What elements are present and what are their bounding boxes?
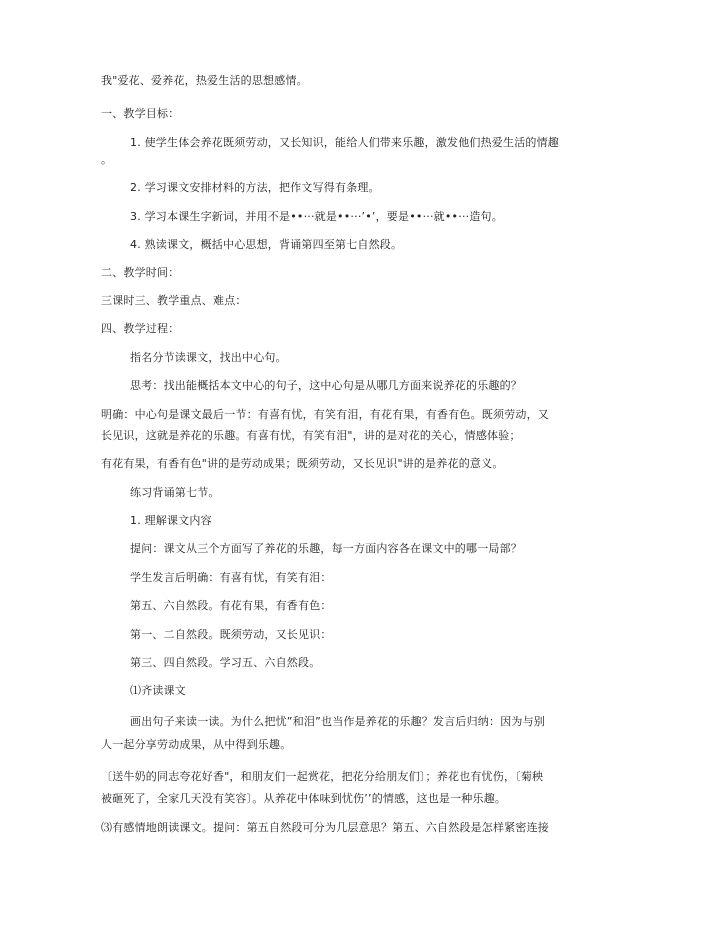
text-line: 指名分节读课文，找出中心句。 — [130, 351, 287, 364]
text-line: 第三、四自然段。学习五、六自然段。 — [130, 656, 321, 669]
objective-item: 3. 学习本课生字新词，并用不是••···就是••···’•’，要是••···就••···造句。 — [130, 210, 503, 223]
objective-item: 2. 学习课文安排材料的方法，把作文写得有条理。 — [130, 181, 380, 194]
section-heading: 二、教学时间： — [101, 266, 180, 279]
text-line: 我"爱花、爱养花，热爱生活的思想感情。 — [101, 74, 308, 87]
text-line: ⑴齐读课文 — [130, 684, 186, 697]
text-line: 〔送牛奶的同志夸花好香"，和朋友们一起赏花，把花分给朋友们〕；养花也有忧伤，〔菊秧 — [101, 770, 544, 783]
text-line: ⑶有感情地朗读课文。提问：第五自然段可分为几层意思？第五、六自然段是怎样紧密连接 — [101, 821, 549, 834]
section-heading: 一、教学目标： — [101, 107, 180, 120]
text-line: 。 — [101, 153, 113, 166]
text-line: 长见识，这就是养花的乐趣。有喜有忧，有笑有泪"，讲的是对花的关心，情感体验； — [101, 429, 521, 442]
text-line: 提问：课文从三个方面写了养花的乐趣，每一方面内容各在课文中的哪一局部？ — [130, 542, 522, 555]
text-line: 明确：中心句是课文最后一节：有喜有忧，有笑有泪，有花有果，有香有色。既须劳动，又 — [101, 408, 549, 421]
text-line: 思考：找出能概括本文中心的句子，这中心句是从哪几方面来说养花的乐趣的？ — [130, 379, 522, 392]
text-line: 1. 理解课文内容 — [130, 514, 212, 527]
text-line: 画出句子来读一读。为什么把忧”和泪”也当作是养花的乐趣？发言后归纳：因为与别 — [130, 715, 545, 728]
text-line: 有花有果，有香有色"讲的是劳动成果；既须劳动，又长见识"讲的是养花的意义。 — [101, 457, 504, 470]
objective-item: 1. 使学生体会养花既须劳动，又长知识，能给人们带来乐趣，激发他们热爱生活的情趣 — [130, 136, 559, 149]
text-line: 人一起分享劳动成果，从中得到乐趣。 — [101, 738, 292, 751]
text-line: 学生发言后明确：有喜有忧，有笑有泪： — [130, 571, 332, 584]
text-line: 练习背诵第七节。 — [130, 486, 220, 499]
section-heading: 三课时三、教学重点、难点： — [101, 294, 247, 307]
objective-item: 4. 熟读课文，概括中心思想，背诵第四至第七自然段。 — [130, 238, 403, 251]
section-heading: 四、教学过程： — [101, 322, 180, 335]
text-line: 第一、二自然段。既须劳动，又长见识： — [130, 628, 332, 641]
text-line: 第五、六自然段。有花有果，有香有色： — [130, 599, 332, 612]
text-line: 被砸死了，全家几天没有笑容〕。从养花中体味到忧伤’’的情感，这也是一种乐趣。 — [101, 792, 507, 805]
